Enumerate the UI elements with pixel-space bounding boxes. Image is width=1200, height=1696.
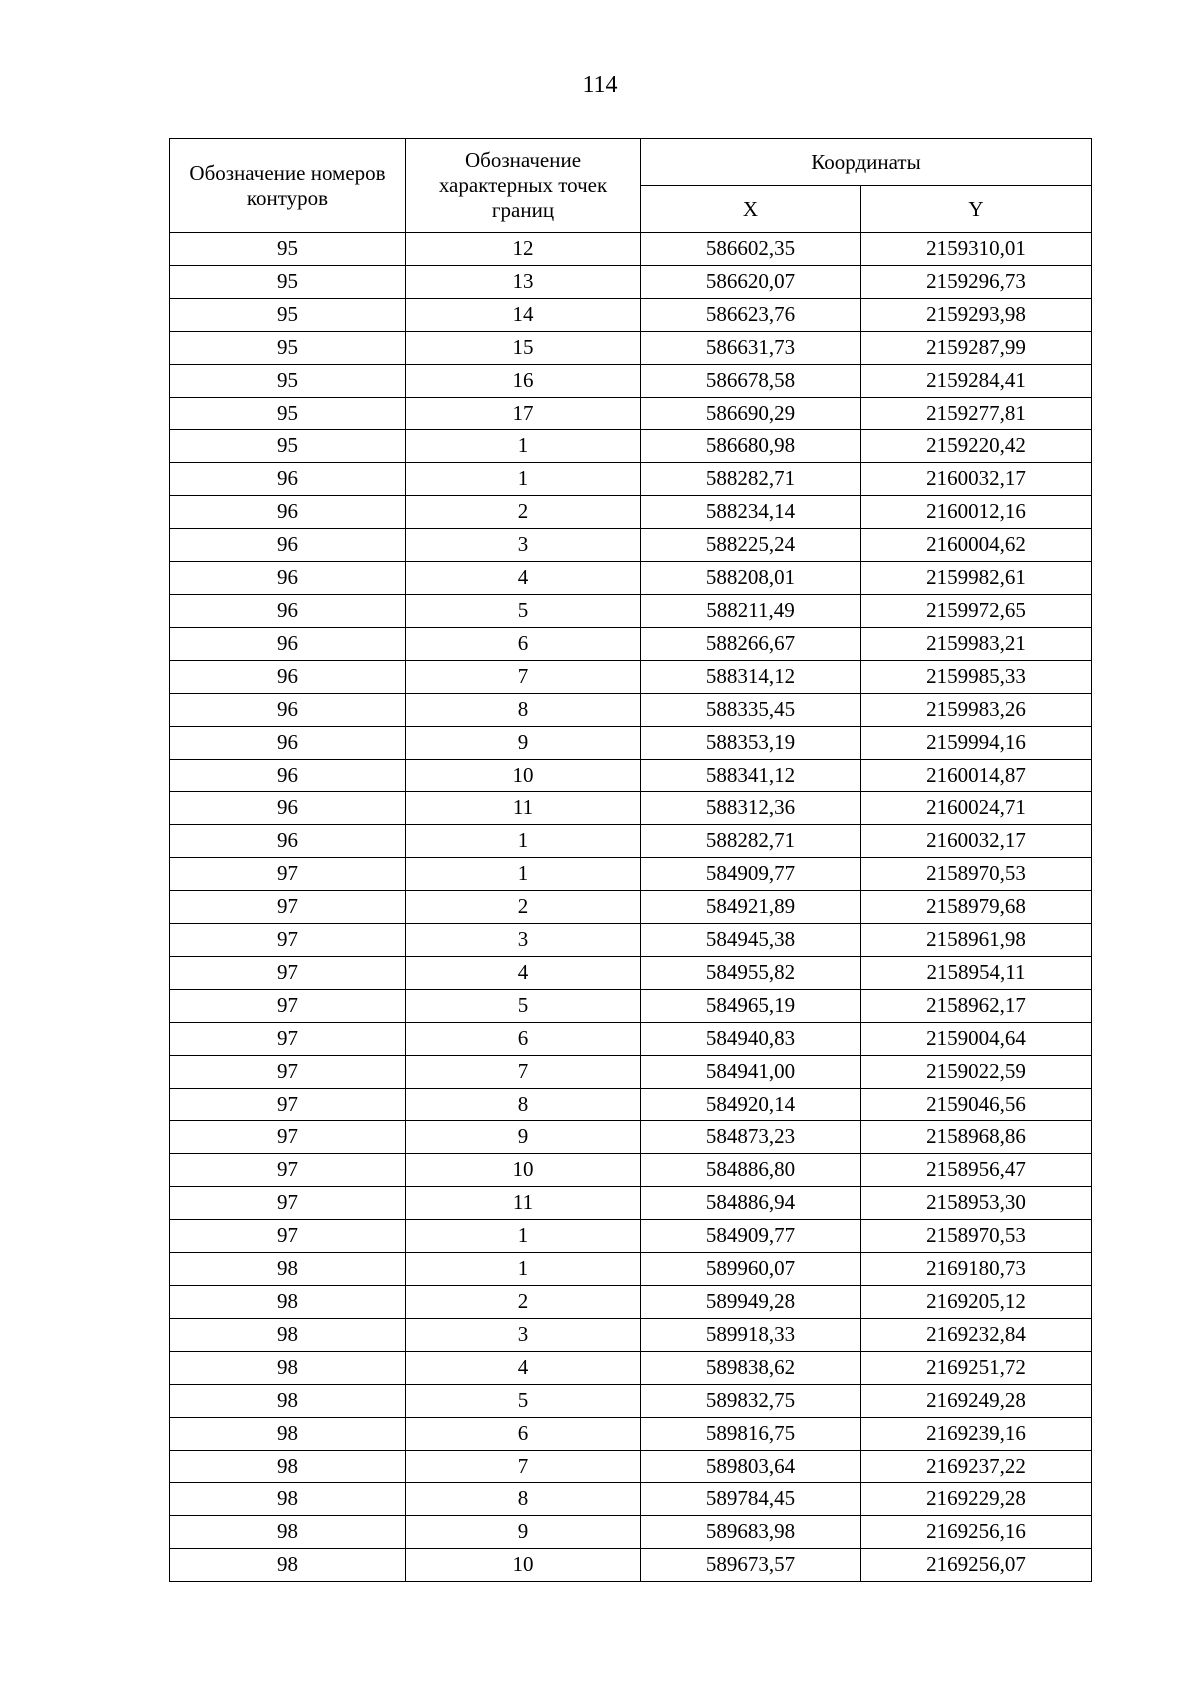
y-coordinate-cell: 2169180,73 bbox=[861, 1253, 1092, 1286]
y-coordinate-cell: 2159296,73 bbox=[861, 265, 1092, 298]
y-coordinate-cell: 2159972,65 bbox=[861, 594, 1092, 627]
point-number-cell: 6 bbox=[406, 1417, 641, 1450]
x-coordinate-cell: 586678,58 bbox=[641, 364, 861, 397]
table-row bbox=[170, 1220, 1092, 1253]
table-row bbox=[170, 891, 1092, 924]
contour-number-cell: 97 bbox=[170, 1088, 406, 1121]
y-coordinate-cell: 2158962,17 bbox=[861, 989, 1092, 1022]
point-number-cell: 7 bbox=[406, 1450, 641, 1483]
point-number-cell: 1 bbox=[406, 1253, 641, 1286]
y-coordinate-cell: 2159287,99 bbox=[861, 331, 1092, 364]
x-coordinate-cell: 584909,77 bbox=[641, 1220, 861, 1253]
y-coordinate-cell: 2169205,12 bbox=[861, 1286, 1092, 1319]
contour-number-cell: 97 bbox=[170, 858, 406, 891]
y-coordinate-cell: 2159994,16 bbox=[861, 726, 1092, 759]
y-coordinate-cell: 2160012,16 bbox=[861, 496, 1092, 529]
x-coordinate-cell: 584873,23 bbox=[641, 1121, 861, 1154]
point-number-cell: 10 bbox=[406, 759, 641, 792]
x-coordinate-cell: 586623,76 bbox=[641, 298, 861, 331]
point-number-cell: 1 bbox=[406, 825, 641, 858]
contour-number-cell: 95 bbox=[170, 331, 406, 364]
page-number: 114 bbox=[582, 72, 618, 98]
point-number-cell: 8 bbox=[406, 1483, 641, 1516]
table-row bbox=[170, 1187, 1092, 1220]
point-number-cell: 1 bbox=[406, 430, 641, 463]
point-number-cell: 5 bbox=[406, 1384, 641, 1417]
table-row bbox=[170, 1088, 1092, 1121]
point-number-cell: 6 bbox=[406, 1022, 641, 1055]
y-coordinate-cell: 2159022,59 bbox=[861, 1055, 1092, 1088]
point-number-cell: 8 bbox=[406, 1088, 641, 1121]
table-row bbox=[170, 331, 1092, 364]
x-coordinate-cell: 586602,35 bbox=[641, 233, 861, 266]
x-coordinate-cell: 584965,19 bbox=[641, 989, 861, 1022]
contour-number-cell: 97 bbox=[170, 989, 406, 1022]
y-coordinate-cell: 2159046,56 bbox=[861, 1088, 1092, 1121]
contour-number-cell: 96 bbox=[170, 627, 406, 660]
x-coordinate-cell: 584886,94 bbox=[641, 1187, 861, 1220]
y-coordinate-cell: 2159985,33 bbox=[861, 660, 1092, 693]
y-coordinate-cell: 2159277,81 bbox=[861, 397, 1092, 430]
y-coordinate-cell: 2160032,17 bbox=[861, 463, 1092, 496]
y-coordinate-cell: 2158954,11 bbox=[861, 956, 1092, 989]
x-coordinate-cell: 588225,24 bbox=[641, 529, 861, 562]
table-row bbox=[170, 1286, 1092, 1319]
coordinates-table bbox=[169, 138, 1092, 1582]
point-number-cell: 1 bbox=[406, 858, 641, 891]
point-number-cell: 4 bbox=[406, 956, 641, 989]
boundary-point-header: Обозначение характерных точек границ bbox=[406, 139, 641, 233]
table-row bbox=[170, 233, 1092, 266]
x-coordinate-cell: 584921,89 bbox=[641, 891, 861, 924]
y-coordinate-cell: 2169249,28 bbox=[861, 1384, 1092, 1417]
y-coordinate-cell: 2169239,16 bbox=[861, 1417, 1092, 1450]
contour-number-cell: 95 bbox=[170, 397, 406, 430]
x-coordinate-cell: 588341,12 bbox=[641, 759, 861, 792]
contour-number-cell: 95 bbox=[170, 233, 406, 266]
x-coordinate-cell: 589832,75 bbox=[641, 1384, 861, 1417]
x-coordinate-cell: 588312,36 bbox=[641, 792, 861, 825]
point-number-cell: 10 bbox=[406, 1549, 641, 1582]
y-coordinate-cell: 2169232,84 bbox=[861, 1318, 1092, 1351]
x-coordinate-cell: 584945,38 bbox=[641, 924, 861, 957]
contour-number-cell: 98 bbox=[170, 1549, 406, 1582]
y-coordinate-cell: 2158970,53 bbox=[861, 858, 1092, 891]
contour-number-cell: 98 bbox=[170, 1483, 406, 1516]
contour-number-cell: 96 bbox=[170, 792, 406, 825]
contour-number-cell: 96 bbox=[170, 529, 406, 562]
table-row bbox=[170, 1055, 1092, 1088]
table-row bbox=[170, 1549, 1092, 1582]
x-coordinate-cell: 589960,07 bbox=[641, 1253, 861, 1286]
x-coordinate-cell: 588234,14 bbox=[641, 496, 861, 529]
point-number-cell: 15 bbox=[406, 331, 641, 364]
point-number-cell: 3 bbox=[406, 529, 641, 562]
y-coordinate-cell: 2160032,17 bbox=[861, 825, 1092, 858]
x-coordinate-cell: 589838,62 bbox=[641, 1351, 861, 1384]
x-coordinate-cell: 586690,29 bbox=[641, 397, 861, 430]
contour-number-cell: 96 bbox=[170, 463, 406, 496]
contour-number-cell: 96 bbox=[170, 496, 406, 529]
contour-number-cell: 96 bbox=[170, 759, 406, 792]
x-coordinate-cell: 584920,14 bbox=[641, 1088, 861, 1121]
contour-number-cell: 97 bbox=[170, 1022, 406, 1055]
x-coordinate-cell: 588314,12 bbox=[641, 660, 861, 693]
x-coordinate-cell: 584941,00 bbox=[641, 1055, 861, 1088]
x-coordinate-cell: 589918,33 bbox=[641, 1318, 861, 1351]
x-coordinate-cell: 589784,45 bbox=[641, 1483, 861, 1516]
contour-number-cell: 97 bbox=[170, 1154, 406, 1187]
table-row bbox=[170, 496, 1092, 529]
y-coordinate-cell: 2159293,98 bbox=[861, 298, 1092, 331]
table-row bbox=[170, 1417, 1092, 1450]
y-coordinate-cell: 2159284,41 bbox=[861, 364, 1092, 397]
y-coordinate-cell: 2158979,68 bbox=[861, 891, 1092, 924]
contour-number-cell: 96 bbox=[170, 594, 406, 627]
point-number-cell: 11 bbox=[406, 1187, 641, 1220]
header-row bbox=[170, 139, 1092, 186]
point-number-cell: 16 bbox=[406, 364, 641, 397]
y-coordinate-cell: 2159220,42 bbox=[861, 430, 1092, 463]
y-coordinate-cell: 2169251,72 bbox=[861, 1351, 1092, 1384]
table-row bbox=[170, 989, 1092, 1022]
point-number-cell: 3 bbox=[406, 924, 641, 957]
table-body bbox=[170, 233, 1092, 1582]
y-coordinate-cell: 2158970,53 bbox=[861, 1220, 1092, 1253]
table-row bbox=[170, 1318, 1092, 1351]
x-coordinate-cell: 584940,83 bbox=[641, 1022, 861, 1055]
point-number-cell: 1 bbox=[406, 463, 641, 496]
y-coordinate-cell: 2160004,62 bbox=[861, 529, 1092, 562]
point-number-cell: 13 bbox=[406, 265, 641, 298]
y-coordinate-cell: 2158961,98 bbox=[861, 924, 1092, 957]
x-coordinate-cell: 589949,28 bbox=[641, 1286, 861, 1319]
y-coordinate-cell: 2158953,30 bbox=[861, 1187, 1092, 1220]
table-row bbox=[170, 660, 1092, 693]
contour-number-cell: 96 bbox=[170, 693, 406, 726]
y-header: Y bbox=[861, 186, 1092, 233]
y-coordinate-cell: 2169256,16 bbox=[861, 1516, 1092, 1549]
table-row bbox=[170, 1450, 1092, 1483]
table-row bbox=[170, 1154, 1092, 1187]
point-number-cell: 11 bbox=[406, 792, 641, 825]
table-row bbox=[170, 430, 1092, 463]
x-coordinate-cell: 588266,67 bbox=[641, 627, 861, 660]
y-coordinate-cell: 2159983,26 bbox=[861, 693, 1092, 726]
y-coordinate-cell: 2169229,28 bbox=[861, 1483, 1092, 1516]
contour-number-cell: 95 bbox=[170, 265, 406, 298]
point-number-cell: 9 bbox=[406, 1121, 641, 1154]
point-number-cell: 7 bbox=[406, 1055, 641, 1088]
contour-number-cell: 97 bbox=[170, 1187, 406, 1220]
point-number-cell: 2 bbox=[406, 496, 641, 529]
table-row bbox=[170, 562, 1092, 595]
x-coordinate-cell: 584955,82 bbox=[641, 956, 861, 989]
contour-number-cell: 95 bbox=[170, 430, 406, 463]
y-coordinate-cell: 2169237,22 bbox=[861, 1450, 1092, 1483]
y-coordinate-cell: 2160024,71 bbox=[861, 792, 1092, 825]
contour-number-cell: 96 bbox=[170, 660, 406, 693]
contour-number-cell: 97 bbox=[170, 924, 406, 957]
contour-number-cell: 98 bbox=[170, 1417, 406, 1450]
table-row bbox=[170, 265, 1092, 298]
table-row bbox=[170, 825, 1092, 858]
point-number-cell: 4 bbox=[406, 562, 641, 595]
x-header: X bbox=[641, 186, 861, 233]
point-number-cell: 3 bbox=[406, 1318, 641, 1351]
table-row bbox=[170, 463, 1092, 496]
point-number-cell: 14 bbox=[406, 298, 641, 331]
contour-number-cell: 98 bbox=[170, 1318, 406, 1351]
contour-number-cell: 98 bbox=[170, 1384, 406, 1417]
y-coordinate-cell: 2159983,21 bbox=[861, 627, 1092, 660]
contour-number-cell: 97 bbox=[170, 956, 406, 989]
x-coordinate-cell: 586620,07 bbox=[641, 265, 861, 298]
table-row bbox=[170, 298, 1092, 331]
contour-number-cell: 98 bbox=[170, 1253, 406, 1286]
x-coordinate-cell: 584909,77 bbox=[641, 858, 861, 891]
contour-number-cell: 98 bbox=[170, 1516, 406, 1549]
contour-number-cell: 98 bbox=[170, 1450, 406, 1483]
point-number-cell: 10 bbox=[406, 1154, 641, 1187]
point-number-cell: 8 bbox=[406, 693, 641, 726]
table-row bbox=[170, 627, 1092, 660]
point-number-cell: 9 bbox=[406, 726, 641, 759]
x-coordinate-cell: 589683,98 bbox=[641, 1516, 861, 1549]
point-number-cell: 5 bbox=[406, 594, 641, 627]
y-coordinate-cell: 2158956,47 bbox=[861, 1154, 1092, 1187]
x-coordinate-cell: 588353,19 bbox=[641, 726, 861, 759]
contour-number-cell: 97 bbox=[170, 1121, 406, 1154]
x-coordinate-cell: 584886,80 bbox=[641, 1154, 861, 1187]
table-row bbox=[170, 594, 1092, 627]
x-coordinate-cell: 588335,45 bbox=[641, 693, 861, 726]
contour-number-cell: 97 bbox=[170, 1055, 406, 1088]
x-coordinate-cell: 586631,73 bbox=[641, 331, 861, 364]
x-coordinate-cell: 586680,98 bbox=[641, 430, 861, 463]
table-row bbox=[170, 726, 1092, 759]
table-row bbox=[170, 397, 1092, 430]
point-number-cell: 4 bbox=[406, 1351, 641, 1384]
table-row bbox=[170, 1351, 1092, 1384]
x-coordinate-cell: 589673,57 bbox=[641, 1549, 861, 1582]
point-number-cell: 2 bbox=[406, 1286, 641, 1319]
point-number-cell: 7 bbox=[406, 660, 641, 693]
table-row bbox=[170, 1516, 1092, 1549]
x-coordinate-cell: 588211,49 bbox=[641, 594, 861, 627]
x-coordinate-cell: 589816,75 bbox=[641, 1417, 861, 1450]
table-header bbox=[170, 139, 1092, 233]
contour-number-cell: 97 bbox=[170, 891, 406, 924]
contour-number-cell: 96 bbox=[170, 562, 406, 595]
x-coordinate-cell: 588282,71 bbox=[641, 825, 861, 858]
point-number-cell: 17 bbox=[406, 397, 641, 430]
table-row bbox=[170, 1121, 1092, 1154]
table-row bbox=[170, 858, 1092, 891]
contour-number-cell: 98 bbox=[170, 1351, 406, 1384]
coordinates-header: Координаты bbox=[641, 139, 1092, 186]
x-coordinate-cell: 589803,64 bbox=[641, 1450, 861, 1483]
point-number-cell: 1 bbox=[406, 1220, 641, 1253]
table-row bbox=[170, 1384, 1092, 1417]
y-coordinate-cell: 2159982,61 bbox=[861, 562, 1092, 595]
table-row bbox=[170, 1483, 1092, 1516]
table-row bbox=[170, 1253, 1092, 1286]
y-coordinate-cell: 2158968,86 bbox=[861, 1121, 1092, 1154]
table-row bbox=[170, 924, 1092, 957]
x-coordinate-cell: 588282,71 bbox=[641, 463, 861, 496]
contour-number-cell: 98 bbox=[170, 1286, 406, 1319]
point-number-cell: 6 bbox=[406, 627, 641, 660]
table-row bbox=[170, 364, 1092, 397]
y-coordinate-cell: 2169256,07 bbox=[861, 1549, 1092, 1582]
table-row bbox=[170, 1022, 1092, 1055]
table-row bbox=[170, 956, 1092, 989]
table-row bbox=[170, 693, 1092, 726]
contour-number-cell: 95 bbox=[170, 364, 406, 397]
x-coordinate-cell: 588208,01 bbox=[641, 562, 861, 595]
contour-number-cell: 96 bbox=[170, 726, 406, 759]
point-number-cell: 5 bbox=[406, 989, 641, 1022]
y-coordinate-cell: 2160014,87 bbox=[861, 759, 1092, 792]
y-coordinate-cell: 2159310,01 bbox=[861, 233, 1092, 266]
table-row bbox=[170, 529, 1092, 562]
point-number-cell: 2 bbox=[406, 891, 641, 924]
contour-number-cell: 95 bbox=[170, 298, 406, 331]
contour-number-cell: 96 bbox=[170, 825, 406, 858]
point-number-cell: 9 bbox=[406, 1516, 641, 1549]
contour-number-cell: 97 bbox=[170, 1220, 406, 1253]
point-number-cell: 12 bbox=[406, 233, 641, 266]
table-row bbox=[170, 792, 1092, 825]
table-row bbox=[170, 759, 1092, 792]
contour-number-header: Обозначение номеров контуров bbox=[170, 139, 406, 233]
y-coordinate-cell: 2159004,64 bbox=[861, 1022, 1092, 1055]
